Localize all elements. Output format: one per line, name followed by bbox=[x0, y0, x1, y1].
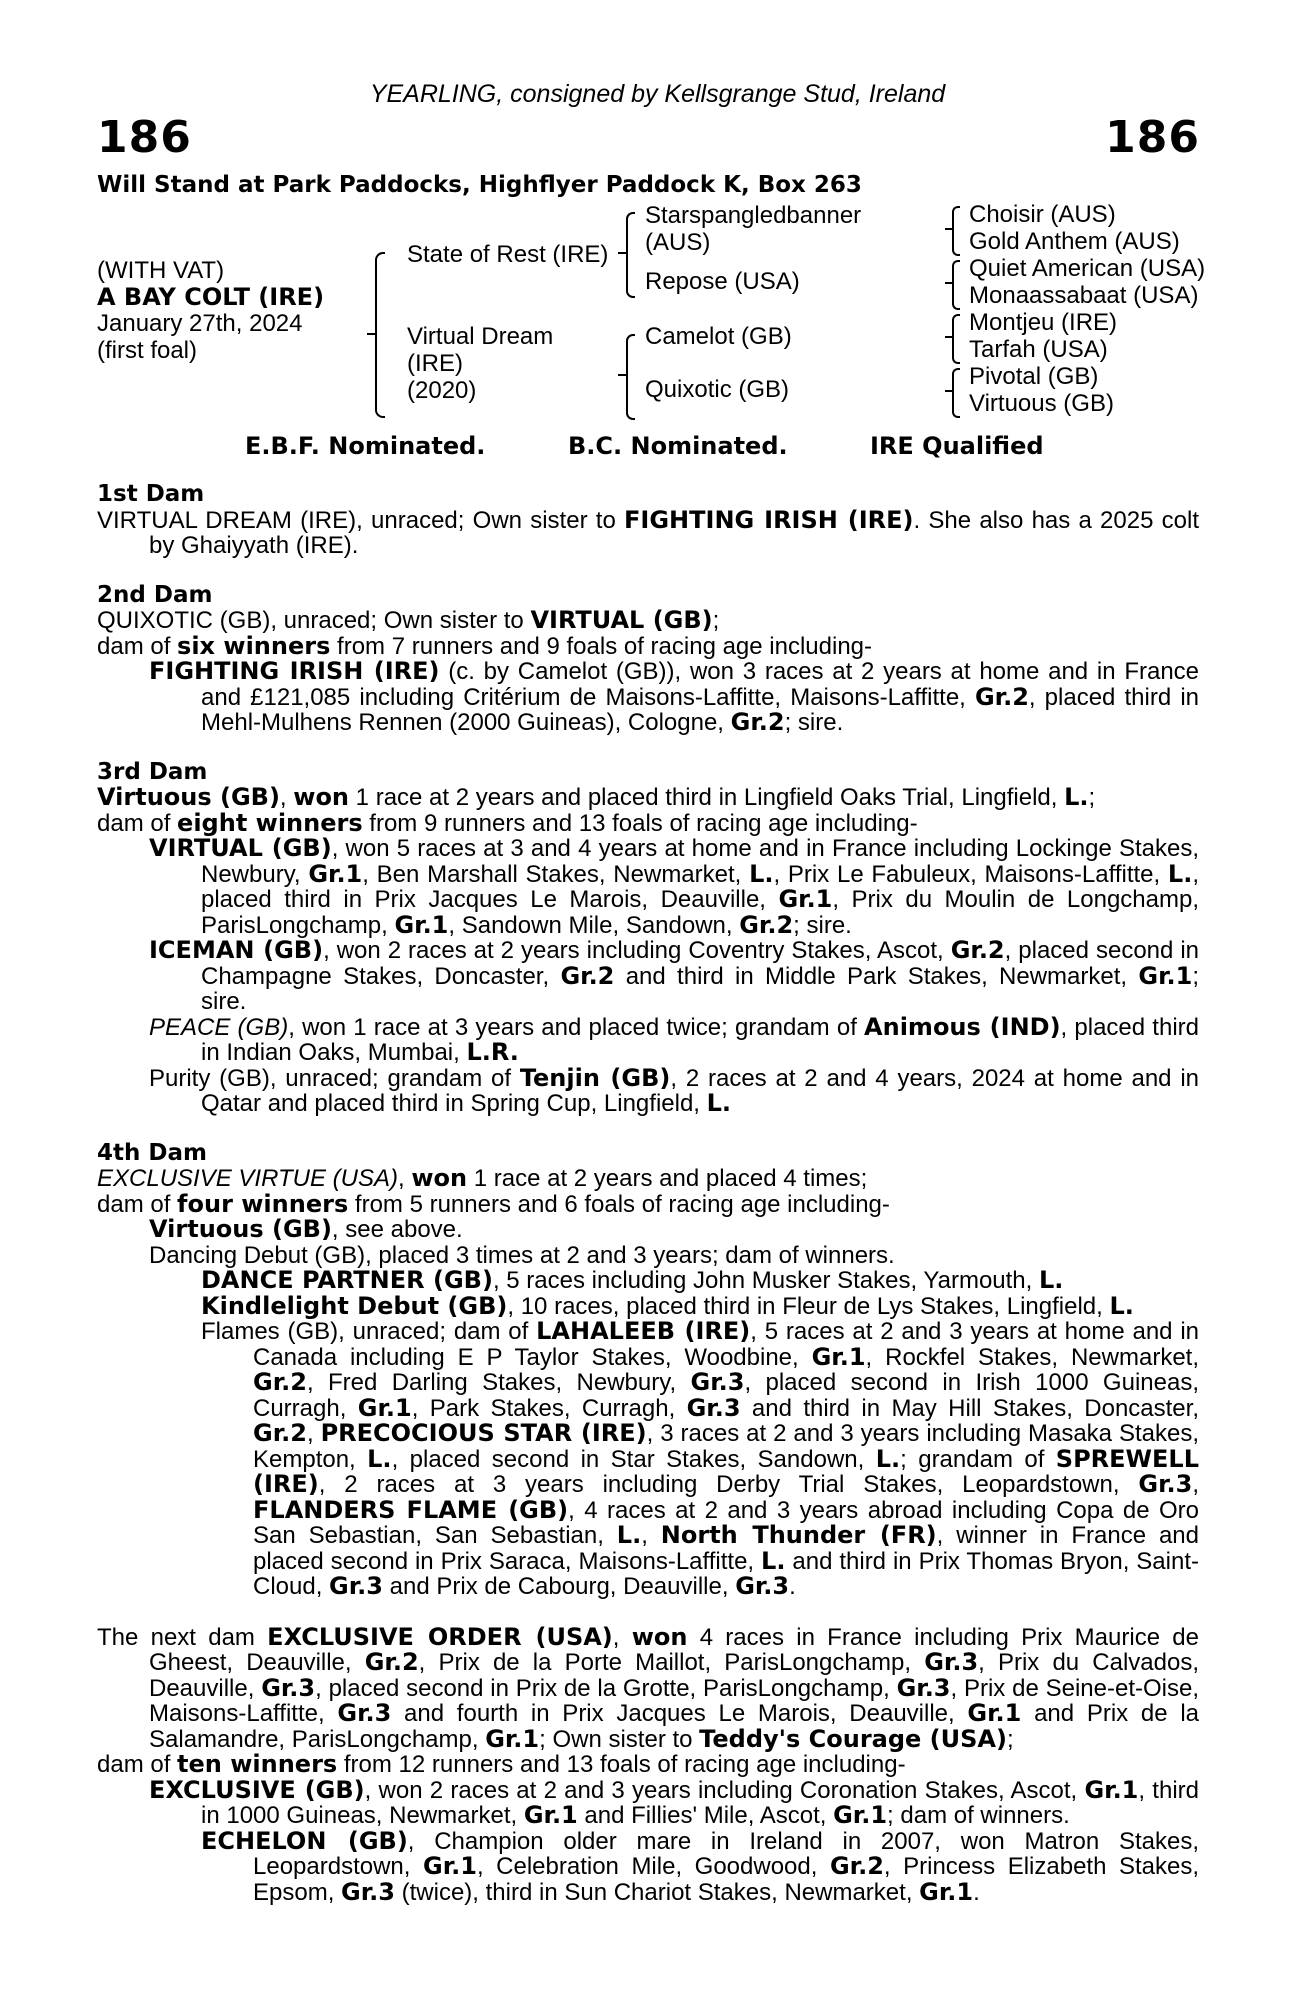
fourth-dam-produce: dam of four winners from 5 runners and 6 foals of racing age including- bbox=[97, 1189, 890, 1218]
ebf-nomination: E.B.F. Nominated. bbox=[245, 432, 486, 460]
pedigree-sire: State of Rest (IRE) bbox=[407, 241, 609, 268]
second-dam-produce: dam of six winners from 7 runners and 9 foals of racing age including- bbox=[97, 631, 873, 660]
third-dam-foal-iceman: ICEMAN (GB), won 2 races at 2 years including Coventry Stakes, Ascot, Gr.2, placed second in Champagne Stakes, Doncaster, Gr.2 and third in Middle Park Stakes, Newmarket, Gr.1; sire. bbox=[149, 936, 1200, 1015]
fourth-dam-entry: EXCLUSIVE VIRTUE (USA), won 1 race at 2 years and placed 4 times; bbox=[97, 1164, 868, 1192]
foal-note: (first foal) bbox=[97, 337, 198, 364]
grandchild-dance-partner: DANCE PARTNER (GB), 5 races including John Musker Stakes, Yarmouth, L. bbox=[201, 1266, 1064, 1294]
gen3-brace-2-point bbox=[945, 282, 952, 284]
foaling-date: January 27th, 2024 bbox=[97, 310, 303, 337]
stabling-location: Will Stand at Park Paddocks, Highflyer Paddock K, Box 263 bbox=[97, 172, 862, 198]
pedigree-dam-dam: Quixotic (GB) bbox=[645, 376, 790, 403]
second-dam-heading: 2nd Dam bbox=[97, 581, 213, 608]
pedigree-gen3-7: Pivotal (GB) bbox=[969, 363, 1099, 390]
gen3-brace-3-point bbox=[945, 336, 952, 338]
first-dam-entry: VIRTUAL DREAM (IRE), unraced; Own sister to FIGHTING IRISH (IRE). She also has a 2025 colt by Ghaiyyath (IRE). bbox=[97, 505, 1200, 559]
gen3-brace-2 bbox=[952, 260, 960, 310]
sire-brace-point bbox=[618, 252, 626, 254]
pedigree-gen3-6: Tarfah (USA) bbox=[969, 336, 1108, 363]
fourth-dam-foal-dancing-debut: Dancing Debut (GB), placed 3 times at 2 and 3 years; dam of winners. bbox=[149, 1241, 895, 1269]
gen3-brace-1 bbox=[952, 206, 960, 256]
gen3-brace-4-point bbox=[945, 390, 952, 392]
sire-brace bbox=[626, 212, 635, 298]
pedigree-gen3-3: Quiet American (USA) bbox=[969, 255, 1206, 282]
bc-nomination: B.C. Nominated. bbox=[568, 432, 788, 460]
pedigree-sire-sire-line-1: Starspangledbanner bbox=[645, 202, 862, 229]
third-dam-foal-virtual: VIRTUAL (GB), won 5 races at 3 and 4 years at home and in France including Lockinge Stakes, Newbury, Gr.1, Ben Marshall Stakes, Newmarket, L., Prix Le Fabuleux, Maisons-Laffitte, L., placed third in Prix Jacques Le Marois, Deauville, Gr.1, Prix du Moulin de Longchamp, ParisLongchamp, Gr.1, Sandown Mile, Sandown, Gr.2; sire. bbox=[149, 834, 1200, 939]
third-dam-foal-peace: PEACE (GB), won 1 race at 3 years and placed twice; grandam of Animous (IND), placed third in Indian Oaks, Mumbai, L.R. bbox=[149, 1012, 1199, 1066]
consignor-subtitle: YEARLING, consigned by Kellsgrange Stud, Ireland bbox=[369, 80, 946, 108]
pedigree-gen3-8: Virtuous (GB) bbox=[969, 390, 1114, 417]
vat-note: (WITH VAT) bbox=[97, 257, 225, 284]
lot-number-left: 186 bbox=[97, 112, 192, 163]
next-dam-foal-exclusive: EXCLUSIVE (GB), won 2 races at 2 and 3 years including Coronation Stakes, Ascot, Gr.1, third in 1000 Guineas, Newmarket, Gr.1 and Fillies' Mile, Ascot, Gr.1; dam of winners. bbox=[149, 1775, 1199, 1829]
next-dam-produce: dam of ten winners from 12 runners and 13 foals of racing age including- bbox=[97, 1750, 906, 1778]
second-dam-foal-fighting-irish: FIGHTING IRISH (IRE) (c. by Camelot (GB)), won 3 races at 2 years at home and in France and £121,085 including Critérium de Maisons-Laffitte, Maisons-Laffitte, Gr.2, placed third in Mehl-Mulhens Rennen (2000 Guineas), Cologne, Gr.2; sire. bbox=[149, 657, 1200, 736]
third-dam-entry: Virtuous (GB), won 1 race at 2 years and placed third in Lingfield Oaks Trial, Lingfield, L.; bbox=[97, 783, 1096, 811]
gen3-brace-3 bbox=[952, 314, 960, 364]
gen3-brace-4 bbox=[952, 368, 960, 418]
pedigree-dam-line-2: (IRE) bbox=[407, 350, 463, 377]
fourth-dam-heading: 4th Dam bbox=[97, 1139, 207, 1166]
pedigree-sire-dam: Repose (USA) bbox=[645, 268, 800, 295]
third-dam-heading: 3rd Dam bbox=[97, 758, 208, 785]
ire-qualification: IRE Qualified bbox=[870, 432, 1044, 460]
catalogue-body bbox=[97, 482, 1199, 1905]
pedigree-gen3-4: Monaassabaat (USA) bbox=[969, 282, 1199, 309]
fourth-dam-foal-virtuous: Virtuous (GB), see above. bbox=[149, 1215, 463, 1243]
pedigree-gen3-2: Gold Anthem (AUS) bbox=[969, 228, 1180, 255]
pedigree-dam-line-1: Virtual Dream bbox=[407, 323, 554, 350]
grandchild-echelon: ECHELON (GB), Champion older mare in Ireland in 2007, won Matron Stakes, Leopardstown, Gr.1, Celebration Mile, Goodwood, Gr.2, Princess Elizabeth Stakes, Epsom, Gr.3 (twice), third in Sun Chariot Stakes, Newmarket, Gr.1. bbox=[201, 1826, 1200, 1906]
pedigree-gen3-1: Choisir (AUS) bbox=[969, 201, 1116, 228]
dam-brace-point bbox=[618, 374, 626, 376]
third-dam-foal-purity: Purity (GB), unraced; grandam of Tenjin (GB), 2 races at 2 and 4 years, 2024 at home and in Qatar and placed third in Spring Cup, Lingfield, L. bbox=[149, 1063, 1199, 1117]
pedigree-dam-line-3: (2020) bbox=[407, 377, 477, 404]
pedigree-gen3-5: Montjeu (IRE) bbox=[969, 309, 1118, 336]
pedigree-brace-point bbox=[367, 333, 375, 335]
pedigree-brace bbox=[375, 252, 385, 418]
first-dam-heading: 1st Dam bbox=[97, 481, 205, 507]
grandchild-flames: Flames (GB), unraced; dam of LAHALEEB (IRE), 5 races at 2 and 3 years at home and in Canada including E P Taylor Stakes, Woodbine, Gr.1, Rockfel Stakes, Newmarket, Gr.2, Fred Darling Stakes, Newbury, Gr.3, placed second in Irish 1000 Guineas, Curragh, Gr.1, Park Stakes, Curragh, Gr.3 and third in May Hill Stakes, Doncaster, Gr.2, PRECOCIOUS STAR (IRE), 3 races at 2 and 3 years including Masaka Stakes, Kempton, L., placed second in Star Stakes, Sandown, L.; grandam of SPREWELL (IRE), 2 races at 3 years including Derby Trial Stakes, Leopardstown, Gr.3, FLANDERS FLAME (GB), 4 races at 2 and 3 years abroad including Copa de Oro San Sebastian, San Sebastian, L., North Thunder (FR), winner in France and placed second in Prix Saraca, Maisons-Laffitte, L. and third in Prix Thomas Bryon, Saint-Cloud, Gr.3 and Prix de Cabourg, Deauville, Gr.3. bbox=[201, 1317, 1200, 1600]
next-dam-entry: The next dam EXCLUSIVE ORDER (USA), won 4 races in France including Prix Maurice de Gheest, Deauville, Gr.2, Prix de la Porte Maillot, ParisLongchamp, Gr.3, Prix du Calvados, Deauville, Gr.3, placed second in Prix de la Grotte, ParisLongchamp, Gr.3, Prix de Seine-et-Oise, Maisons-Laffitte, Gr.3 and fourth in Prix Jacques Le Marois, Deauville, Gr.1 and Prix de la Salamandre, ParisLongchamp, Gr.1; Own sister to Teddy's Courage (USA); bbox=[97, 1622, 1200, 1753]
dam-brace bbox=[626, 334, 635, 420]
pedigree-dam-sire: Camelot (GB) bbox=[645, 323, 792, 350]
gen3-brace-1-point bbox=[945, 228, 952, 230]
grandchild-kindlelight-debut: Kindlelight Debut (GB), 10 races, placed third in Fleur de Lys Stakes, Lingfield, L. bbox=[201, 1291, 1134, 1320]
pedigree-sire-sire-line-2: (AUS) bbox=[645, 229, 711, 256]
horse-name: A BAY COLT (IRE) bbox=[97, 283, 325, 311]
third-dam-produce: dam of eight winners from 9 runners and 13 foals of racing age including- bbox=[97, 808, 918, 837]
second-dam-entry: QUIXOTIC (GB), unraced; Own sister to VIRTUAL (GB); bbox=[97, 606, 720, 634]
lot-number-right: 186 bbox=[1105, 112, 1200, 163]
